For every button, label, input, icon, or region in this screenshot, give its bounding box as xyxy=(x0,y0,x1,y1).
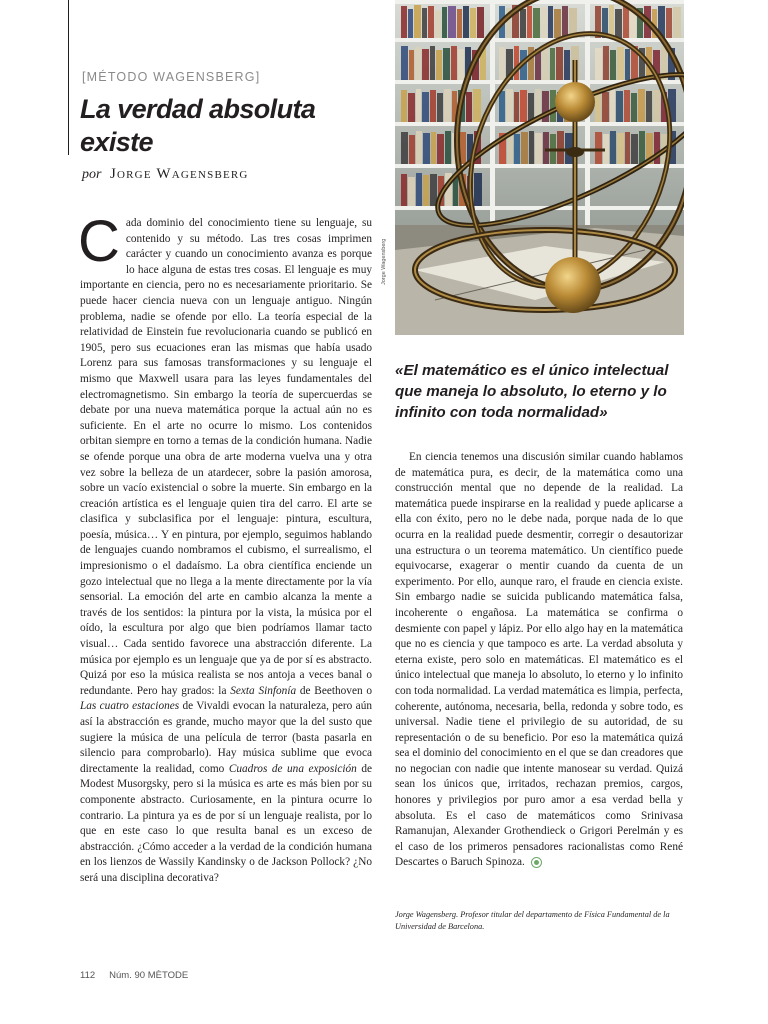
page-footer xyxy=(80,970,188,981)
photo-credit: Jorge Wagensberg xyxy=(381,238,387,285)
body-paragraph: Cada dominio del conocimiento tiene su lenguaje, su contenido y su método. Las tres cosas imprimen carácter y cuando un conocimiento avanza es porque lo hace alguna de estas tres cosas. El lenguaje es muy importante en ciencia, pero no es necesariamente prioritario. Se puede hacer ciencia nueva con un lenguaje antiguo. Ningún problema, nadie se ofende por ello. La teoría especial de la relatividad de Einstein fue revolucionaria cuando se publicó en 1905, pero sus ecuaciones eran las mismas que había usado Lorenz para sus famosas transformaciones y su lenguaje el mismo que Maxwell usara para las leyes fundamentales del electromagnetismo. Sin embargo la teoría de supercuerdas se debate por una nueva matemática porque la actual aún no es suficiente. En el arte no ocurre lo mismo. Los contenidos orbitan siempre en torno a temas de la condición humana. Nadie se ofende porque una obra de arte moderna vuelva una y otra vez sobre la belleza de un atardecer, sobre la pasión amorosa, sobre un vacío existencial o sobre la muerte. Sin embargo en la creación artística es el lenguaje quien tira del carro. El arte se clasifica y subclasifica por el lenguaje: pintura, escultura, poesía, música… Y en pintura, por ejemplo, seguimos hablando de lenguajes cuando nombramos el cubismo, el surrealismo, el impresionismo o el dadaísmo. La obra científica enciende un gozo intelectual que no llega a la mente directamente por la vía sensorial. La emoción del arte en cambio alcanza la mente a través de los sentidos: la pintura por la vista, la música por el oído, la escultura por algo que bien podríamos llamar tacto visual… Cada sentido favorece una abstracción diferente. La música por ejemplo es un lenguaje que ya de por sí es abstracto. Quizá por eso la música realista se nos antoja a veces banal o redundante. Pero hay grados: la Sexta Sinfonía de Beethoven o Las cuatro estaciones de Vivaldi evocan la naturaleza, pero aún así la abstracción es grande, mucho mayor que la del susto que sugiere la música de una película de terror (basta pasarla en silencio para comprobarlo). Hay música sublime que evoca directamente la realidad, como Cuadros de una exposición de Modest Musorgsky, pero si la música es arte es más bien por su componente abstracto. Curiosamente, en la pintura ocurre lo contrario. La pintura ya es de por sí un lenguaje realista, por lo que en este caso lo que resulta banal es un exceso de abstracción. ¿Cómo acceder a la verdad de la condición humana en los lienzos de Wassily Kandinsky o de Jackson Pollock? ¿No será una disciplina decorativa? xyxy=(78,209,373,884)
drop-cap: C xyxy=(78,209,120,274)
header-rule xyxy=(68,0,69,155)
body-column-left xyxy=(78,209,373,887)
end-of-article-icon xyxy=(531,857,542,868)
author-bio: Jorge Wagensberg. Profesor titular del departamento de Física Fundamental de la Universidad de Barcelona. xyxy=(395,910,670,931)
byline-prefix: por xyxy=(82,167,102,182)
article-photo xyxy=(395,0,684,335)
byline xyxy=(82,166,249,183)
work-title: Las cuatro estaciones xyxy=(80,700,180,713)
body-paragraph: En ciencia tenemos una discusión similar cuando hablamos de matemática pura, es decir, de la matemática como una construcción mental que no depende de la realidad. La matemática puede inspirarse en la realidad y puede aplicarse a ella con éxito, pero no le debe nada, porque nada de lo que ocurra en la realidad puede desmentir, corregir o desautorizar una estructura o un teorema matemático. Un científico puede equivocarse, exagerar o mentir cuando da cuenta de un experimento. Por ello, aunque raro, el fraude en ciencia existe. Sin embargo nadie se suicida publicando matemática falsa, incoherente o engañosa. La matemática se confirma o desmiente con papel y lápiz. Por ello algo hay en la matemática que no es ciencia y que tampoco es arte. La verdad absoluta y eterna existe, pero solo en matemáticas. El matemático es el único intelectual que maneja lo absoluto, lo eterno y lo infinito con toda normalidad. La verdad matemática es limpia, perfecta, coherente, autónoma, necesaria, bella, redonda y sobre todo, es universal. Nadie tiene el privilegio de su autoridad, de su representación o de su beneficio. Por eso la matemática quizá sea el dominio del conocimiento en el que se dan creadores que no negocian con nadie que intente manosear su verdad. Quizá sean los únicos que, irritados, rechazan premios, cargos, honores y privilegios por puro amor a esa verdad bella y absoluta. Es el caso de matemáticos como Srinivasa Ramanujan, Alexander Grothendieck o Grigori Perelmán y es el caso de los primeros pensadores racionalistas como René Descartes o Baruch Spinoza. xyxy=(395,451,683,869)
work-title: Cuadros de una exposición xyxy=(228,762,357,775)
article-title: La verdad absoluta existe xyxy=(80,94,316,157)
armillary-sphere-illustration xyxy=(395,0,684,335)
pull-quote: «El matemático es el único intelectual que maneja lo absoluto, lo eterno y lo infinito con toda normalidad» xyxy=(395,362,669,421)
issue-label: Núm. 90 MÈTODE xyxy=(109,970,189,981)
section-tag: [MÉTODO WAGENSBERG] xyxy=(82,70,261,84)
page-number: 112 xyxy=(80,970,96,981)
work-title: Sexta Sinfonía xyxy=(230,684,297,697)
byline-author: Jorge Wagensberg xyxy=(109,166,249,182)
body-column-right xyxy=(395,450,683,871)
